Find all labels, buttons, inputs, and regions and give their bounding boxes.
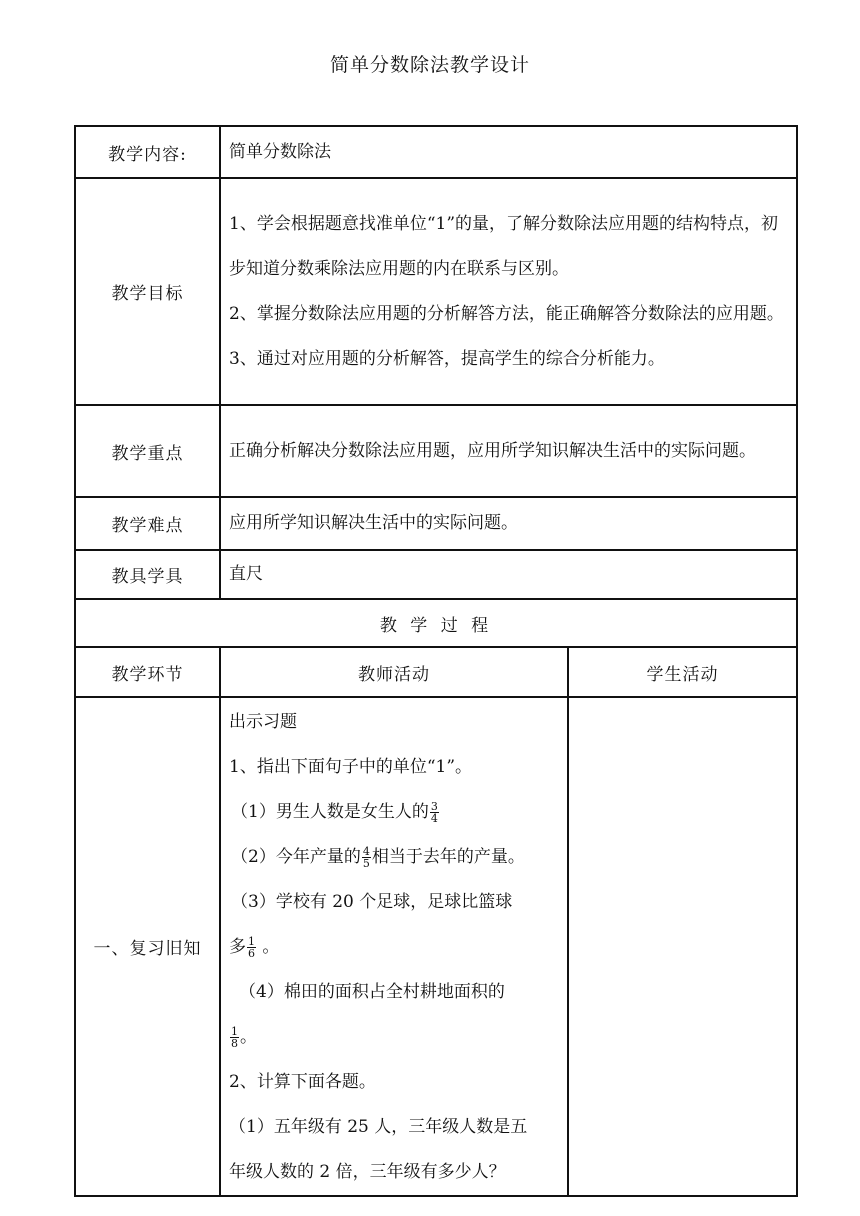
sentence-3-text-before: 多: [229, 937, 246, 957]
sentence-3-line-2: [229, 925, 559, 970]
document-title: 简单分数除法教学设计: [329, 54, 530, 76]
fraction: [247, 936, 256, 959]
sentence-4-line-2: [229, 1015, 559, 1060]
problem-1-line-2: 年级人数的 2 倍，三年级有多少人？: [229, 1162, 506, 1182]
fraction-denominator: 5: [362, 857, 370, 870]
tools-label: 教具学具: [75, 550, 220, 599]
fraction-denominator: 6: [248, 947, 255, 960]
fraction-numerator: 1: [248, 935, 255, 948]
fraction-numerator: 3: [430, 800, 438, 813]
sentence-4-text-after: 。: [240, 1027, 257, 1047]
fraction-denominator: 8: [231, 1037, 238, 1050]
fraction-numerator: 4: [362, 845, 370, 858]
review-stage-label: 一、复习旧知: [75, 697, 220, 1196]
review-row: [75, 697, 797, 1196]
student-column-header: 学生活动: [568, 647, 797, 697]
goal-item: 3、通过对应用题的分析解答，提高学生的综合分析能力。: [229, 348, 665, 369]
key-point-value: 正确分析解决分数除法应用题，应用所学知识解决生活中的实际问题。: [220, 405, 797, 497]
sentence-3-text-after: 。: [257, 937, 280, 957]
tools-value: 直尺: [220, 550, 797, 599]
fraction-denominator: 4: [430, 812, 438, 825]
fraction: [430, 801, 439, 824]
process-header: 教 学 过 程: [75, 599, 797, 647]
content-value: 简单分数除法: [220, 126, 797, 178]
sentence-2-text-after: 相当于去年的产量。: [371, 847, 525, 867]
content-label: 教学内容:: [75, 126, 220, 178]
goals-content: [220, 178, 797, 405]
tools-row: [75, 550, 797, 599]
teacher-column-header: 教师活动: [220, 647, 568, 697]
sentence-1-text: （1）男生人数是女生人的: [231, 802, 429, 822]
difficulty-value: 应用所学知识解决生活中的实际问题。: [220, 497, 797, 550]
goals-label: 教学目标: [75, 178, 220, 405]
key-point-row: [75, 405, 797, 497]
goals-row: [75, 178, 797, 405]
sentence-3-line-1: （3）学校有 20 个足球，足球比篮球: [231, 892, 513, 912]
sentence-2-text-before: （2）今年产量的: [231, 847, 361, 867]
review-teacher-activity: [220, 697, 568, 1196]
problem-1-line-1: （1）五年级有 25 人，三年级人数是五: [229, 1117, 528, 1137]
goal-item: 1、学会根据题意找准单位“1”的量，了解分数除法应用题的结构特点，初步知道分数乘除法应用题的内在联系与区别。: [229, 213, 779, 279]
difficulty-row: [75, 497, 797, 550]
key-point-label: 教学重点: [75, 405, 220, 497]
difficulty-label: 教学难点: [75, 497, 220, 550]
review-student-activity: [568, 697, 797, 1196]
fraction-numerator: 1: [231, 1025, 238, 1038]
sentence-2: [229, 835, 559, 880]
fraction: [230, 1026, 239, 1049]
exercise-intro: 出示习题: [229, 712, 297, 732]
goal-item: 2、掌握分数除法应用题的分析解答方法，能正确解答分数除法的应用题。: [229, 303, 784, 324]
fraction: [362, 846, 371, 869]
column-header-row: [75, 647, 797, 697]
content-row: [75, 126, 797, 178]
lesson-plan-table: [74, 125, 798, 1197]
sentence-4-line-1: （4）棉田的面积占全村耕地面积的: [239, 982, 505, 1002]
sentence-1: [229, 790, 559, 835]
question-1-title: 1、指出下面句子中的单位“1”。: [229, 757, 473, 777]
process-header-row: [75, 599, 797, 647]
question-2-title: 2、计算下面各题。: [229, 1072, 376, 1092]
stage-column-header: 教学环节: [75, 647, 220, 697]
